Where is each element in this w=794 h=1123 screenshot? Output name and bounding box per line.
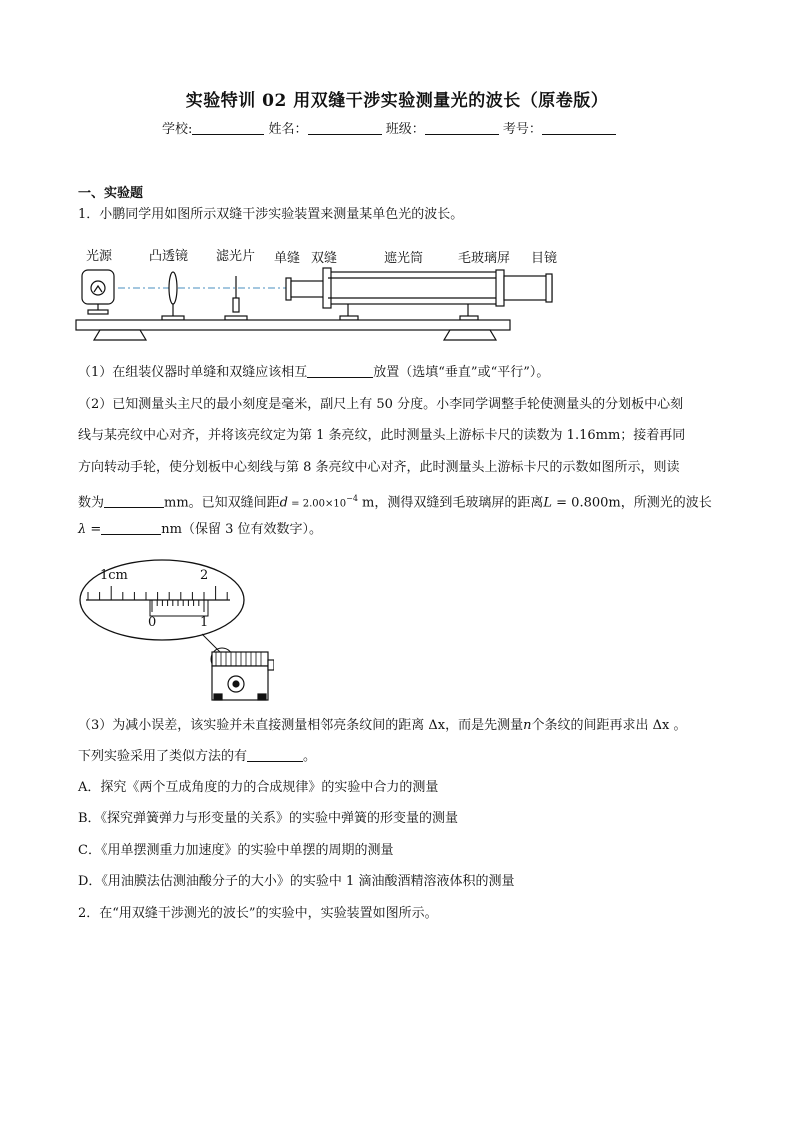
q1-part1 (78, 364, 549, 382)
lambda-symbol: λ (78, 522, 87, 537)
d-exponent: −4 (346, 494, 358, 503)
q1-part2-line4 (78, 490, 712, 513)
option-c[interactable]: C．《用单摆测重力加速度》的实验中单摆的周期的测量 (78, 843, 394, 858)
option-d[interactable]: D．《用油膜法估测油酸分子的大小》的实验中 1 滴油酸酒精溶液体积的测量 (78, 874, 515, 889)
section-heading: 一、实验题 (78, 186, 144, 201)
q1-part1-text-a: （1）在组装仪器时单缝和双缝应该相互 (78, 365, 308, 380)
d-value: = 2.00×10 (288, 498, 347, 510)
lambda-equals: = (86, 522, 102, 537)
label-screen: 毛玻璃屏 (458, 251, 511, 266)
label-tube: 遮光筒 (384, 251, 424, 266)
d-symbol: d (279, 495, 288, 511)
main-scale-label-1cm: 1cm (100, 568, 128, 583)
name-blank[interactable] (308, 121, 382, 135)
vernier-label-1: 1 (200, 615, 209, 630)
label-convex-lens: 凸透镜 (149, 249, 189, 264)
q1-part3-blank[interactable] (247, 749, 303, 762)
label-eyepiece: 目镜 (531, 251, 558, 266)
school-blank[interactable] (192, 121, 264, 135)
optical-bench (76, 320, 510, 340)
name-label: 姓名： (268, 122, 308, 137)
tube-supports (340, 304, 478, 320)
q1-part3-text-b: 个条纹的间距再求出 Δx 。 (531, 718, 687, 733)
q1-part2-text-a: 数为 (78, 495, 105, 511)
q1-part1-blank[interactable] (307, 365, 373, 378)
class-label: 班级： (385, 122, 425, 137)
label-filter: 滤光片 (216, 249, 256, 264)
exam-no-blank[interactable] (542, 121, 616, 135)
option-a[interactable]: A．探究《两个互成角度的力的合成规律》的实验中合力的测量 (78, 780, 439, 795)
q2-stem: 2．在“用双缝干涉测光的波长”的实验中，实验装置如图所示。 (78, 906, 438, 921)
q1-part3-text-c: 下列实验采用了类似方法的有 (78, 749, 248, 764)
q1-part1-text-b: 放置（选填“垂直”或“平行”）。 (373, 365, 550, 380)
q1-part2-line3: 方向转动手轮，使分划板中心刻线与第 8 条亮纹中心对齐，此时测量头上游标卡尺的示数如图所示，则读 (78, 460, 680, 475)
l-value-text: = 0.800m，所测光的波长 (552, 495, 712, 511)
filter-icon (225, 276, 247, 320)
reading-blank[interactable] (104, 495, 164, 508)
d-unit-text: m，测得双缝到毛玻璃屏的距离 (357, 495, 544, 511)
q1-stem: 1．小鹏同学用如图所示双缝干涉实验装置来测量某单色光的波长。 (78, 207, 464, 222)
shade-tube-icon (323, 268, 500, 308)
class-blank[interactable] (425, 121, 499, 135)
n-symbol: n (523, 718, 532, 733)
l-symbol: L (543, 495, 553, 511)
q1-part3-text-a: （3）为减小误差，该实验并未直接测量相邻亮条纹间的距离 Δx，而是先测量 (78, 718, 524, 733)
q1-part3-line1 (78, 717, 687, 735)
label-single-slit: 单缝 (274, 251, 301, 266)
q1-part2-text-b: mm。已知双缝间距 (164, 495, 280, 511)
eyepiece-icon (496, 270, 552, 306)
wavelength-blank[interactable] (101, 522, 161, 535)
vernier-label-0: 0 (148, 615, 157, 630)
main-scale-label-2: 2 (200, 568, 209, 583)
convex-lens-icon (162, 272, 184, 320)
q1-part3-line2 (78, 748, 316, 766)
q1-part2-line5 (78, 521, 322, 539)
exam-no-label: 考号： (502, 122, 542, 137)
measuring-head-icon (212, 652, 274, 700)
q1-part3-text-d: 。 (303, 749, 317, 764)
apparatus-figure (70, 238, 570, 350)
school-label: 学校: (162, 122, 193, 137)
light-source-icon (82, 270, 114, 314)
q1-part2-line1: （2）已知测量头主尺的最小刻度是毫米，副尺上有 50 分度。小李同学调整手轮使测量头的分划板中心刻 (78, 397, 684, 412)
student-info-line (162, 118, 616, 137)
q1-part2-text-c: nm（保留 3 位有效数字）。 (161, 522, 323, 537)
vernier-figure (74, 556, 274, 702)
q1-part2-line2: 线与某亮纹中心对齐，并将该亮纹定为第 1 条亮纹，此时测量头上游标卡尺的读数为 1.16mm；接着再同 (78, 428, 686, 443)
option-b[interactable]: B．《探究弹簧弹力与形变量的关系》的实验中弹簧的形变量的测量 (78, 811, 459, 826)
zoom-connector-line (202, 634, 222, 654)
label-double-slit: 双缝 (311, 251, 338, 266)
label-light-source: 光源 (86, 249, 113, 264)
page-title: 实验特训 02 用双缝干涉实验测量光的波长（原卷版） (185, 91, 609, 111)
